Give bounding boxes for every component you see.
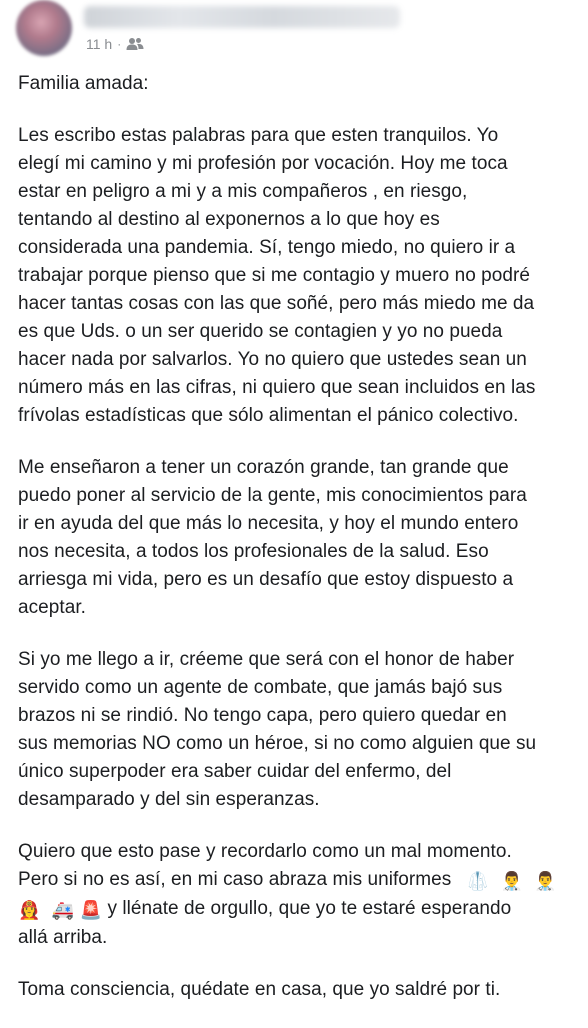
health-worker-emoji-icon: 👨‍⚕️	[534, 871, 557, 891]
siren-emoji-icon: 🚨	[79, 900, 103, 920]
post-paragraph-salutation: Familia amada:	[18, 73, 149, 94]
ambulance-emoji-icon: 🚑	[51, 900, 75, 920]
author-name[interactable]	[84, 6, 400, 28]
post-header	[0, 0, 588, 62]
post-paragraph-3: Si yo me llego a ir, créeme que será con el honor de haber servido como un agente de combate, que jamás bajó sus brazos ni se rindió. No tengo capa, pero quiero quedar en sus memorias NO como un héroe, si no como alguien que su único superpoder era saber cuidar del enfermo, del desamparado y del sin esperanzas.	[18, 649, 537, 810]
firefighter-emoji-icon: 👩‍🚒	[18, 900, 41, 920]
separator: ·	[117, 37, 122, 51]
post-paragraph-4: Quiero que esto pase y recordarlo como un mal momento. Pero si no es así, en mi caso abraza mis uniformes 🥼 👨‍⚕️ 👨‍⚕️ 👩‍🚒 🚑 🚨 y llénate de orgullo, que yo te estaré esperando allá arriba.	[18, 841, 557, 948]
friends-icon[interactable]	[126, 37, 144, 51]
avatar[interactable]	[16, 0, 72, 56]
post-paragraph-2: Me enseñaron a tener un corazón grande, tan grande que puedo poner al servicio de la gente, mis conocimientos para ir en ayuda del que más lo necesita, y hoy el mundo entero nos necesita, a todos los profesionales de la salud. Eso arriesga mi vida, pero es un desafío que estoy dispuesto a aceptar.	[18, 457, 527, 618]
post-meta	[86, 36, 144, 52]
health-worker-emoji-icon: 👨‍⚕️	[500, 871, 523, 891]
lab-coat-emoji-icon: 🥼	[466, 871, 490, 891]
post-body	[18, 70, 578, 1028]
post-paragraph-1: Les escribo estas palabras para que esten tranquilos. Yo elegí mi camino y mi profesión por vocación. Hoy me toca estar en peligro a mi y a mis compañeros , en riesgo, tentando al destino al exponernos a lo que hoy es considerada una pandemia. Sí, tengo miedo, no quiero ir a trabajar porque pienso que si me contagio y muero no podré hacer tantas cosas con las que soñé, pero más miedo me da es que Uds. o un ser querido se contagien y yo no pueda hacer nada por salvarlos. Yo no quiero que ustedes sean un número más en las cifras, ni quiero que sean incluidos en las frívolas estadísticas que sólo alimentan el pánico colectivo.	[18, 125, 536, 426]
post-paragraph-closing: Toma consciencia, quédate en casa, que yo saldré por ti.	[18, 979, 501, 1000]
timestamp[interactable]: 11 h	[86, 36, 113, 52]
